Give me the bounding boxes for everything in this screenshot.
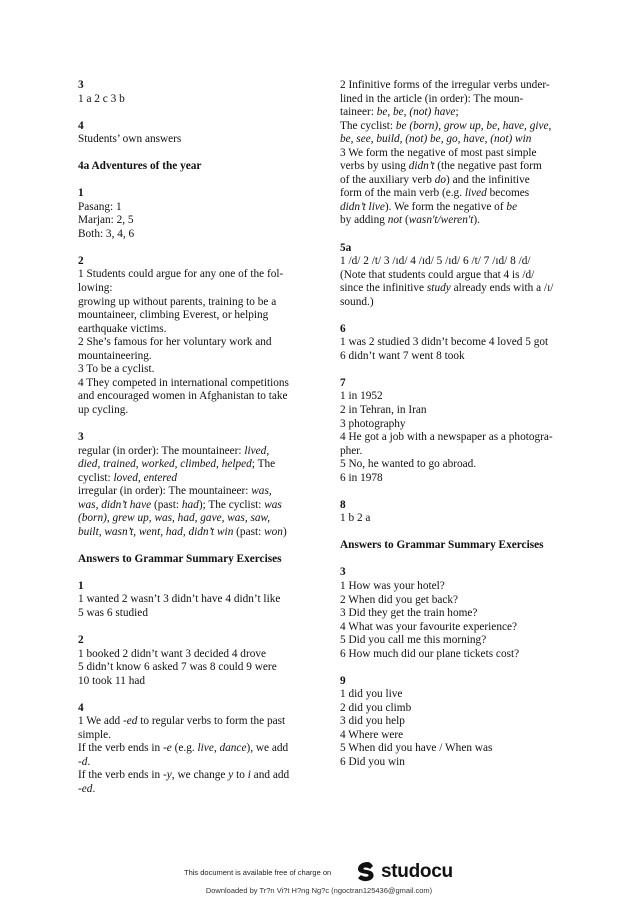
answer-block (78, 255, 300, 418)
answer-block (340, 323, 564, 364)
text-run: Pasang: 1 (78, 200, 122, 213)
answer-block (78, 431, 300, 539)
text-run: 5 was 6 studied (78, 607, 148, 619)
exercise-number (340, 675, 564, 689)
answer-block (340, 566, 564, 661)
italic-text: won (264, 525, 283, 538)
text-line (340, 269, 564, 283)
answer-block (340, 79, 564, 228)
text-run: 9 (340, 674, 346, 687)
availability-text: This document is available free of charge on (184, 868, 332, 877)
text-run: . (92, 783, 96, 796)
text-run: 4a Adventures of the year (78, 160, 202, 173)
text-line (340, 201, 564, 215)
studocu-logo[interactable] (354, 859, 453, 885)
text-run: 7 (340, 376, 346, 389)
italic-text: died, trained, worked, climbed, helped (78, 458, 252, 471)
text-line (78, 214, 300, 228)
answer-block (78, 160, 300, 174)
text-run: Marjan: 2, 5 (78, 214, 134, 227)
text-line (340, 756, 564, 770)
text-run: 4 What was your favourite experience? (340, 620, 518, 633)
text-run: 1 in 1952 (340, 390, 383, 403)
text-line (340, 512, 564, 526)
text-line (78, 499, 300, 513)
italic-text: didn’t live (340, 200, 385, 213)
text-line (78, 661, 300, 675)
text-run: 5 didn’t know 6 asked 7 was 8 could 9 were (78, 661, 277, 674)
text-line (78, 268, 300, 282)
text-line (340, 336, 564, 350)
italic-text: i (247, 769, 251, 782)
answer-block (340, 377, 564, 485)
text-run: 2 (78, 254, 84, 267)
text-run: 4 (78, 701, 84, 714)
text-run: since the infinitive (340, 282, 427, 295)
exercise-number (78, 187, 300, 201)
section-heading (340, 539, 564, 553)
answer-block (340, 242, 564, 310)
exercise-number (340, 242, 564, 256)
text-line (340, 404, 564, 418)
text-run: The cyclist: (340, 119, 396, 132)
italic-text: was (264, 498, 282, 511)
text-run: ; (455, 106, 459, 119)
text-run: ); The cyclist: (198, 498, 265, 511)
text-line (340, 147, 564, 161)
answer-block (78, 702, 300, 797)
text-line (78, 377, 300, 391)
text-line (78, 296, 300, 310)
text-run: to regular verbs to form the past (137, 715, 286, 728)
text-line (340, 458, 564, 472)
text-run: 4 (78, 119, 84, 132)
italic-text: didn’t (408, 160, 435, 173)
text-run: 1 wanted 2 wasn’t 3 didn’t have 4 didn’t like (78, 593, 281, 606)
text-run: 1 a 2 c 3 b (78, 92, 125, 105)
text-run: of the auxiliary verb (340, 173, 435, 186)
text-line (78, 133, 300, 147)
text-line (340, 133, 564, 147)
exercise-number (340, 499, 564, 513)
text-run: ). (473, 214, 480, 227)
text-line (78, 309, 300, 323)
text-run: 5 Did you call me this morning? (340, 634, 487, 647)
text-line (78, 336, 300, 350)
italic-text: be (506, 200, 518, 213)
text-line (78, 593, 300, 607)
text-line (340, 282, 564, 296)
text-run: 2 in Tehran, in Iran (340, 403, 427, 416)
text-run: 3 (340, 566, 346, 579)
italic-text: live, dance (197, 742, 247, 755)
text-run: 3 Did they get the train home? (340, 607, 478, 620)
text-run: (the negative past form (434, 160, 542, 173)
text-run: verbs by using (340, 160, 409, 173)
text-run: 5 No, he wanted to go abroad. (340, 458, 477, 471)
exercise-number (78, 79, 300, 93)
text-line (340, 296, 564, 310)
text-line (340, 715, 564, 729)
text-run: 1 did you live (340, 688, 403, 701)
text-run: 3 We form the negative of most past simple (340, 146, 537, 159)
text-run: 4 He got a job with a newspaper as a photogra- (340, 431, 553, 444)
text-run: 5 When did you have / When was (340, 742, 493, 755)
text-line (78, 472, 300, 486)
left-column (78, 79, 300, 810)
footer-bar (0, 857, 638, 887)
text-line (340, 594, 564, 608)
text-run: 1 booked 2 didn’t want 3 decided 4 drove (78, 647, 267, 660)
text-run: 8 (340, 498, 346, 511)
italic-text: (born), grew up, was, had, gave, was, saw, (78, 512, 271, 525)
text-line (340, 79, 564, 93)
text-run: 2 did you climb (340, 701, 412, 714)
answer-block (78, 120, 300, 147)
text-run: 5a (340, 241, 352, 254)
section-heading (78, 160, 300, 174)
text-line (340, 472, 564, 486)
text-line (340, 255, 564, 269)
section-heading (78, 553, 300, 567)
exercise-number (340, 323, 564, 337)
text-line (340, 431, 564, 445)
text-line (78, 228, 300, 242)
italic-text: lived (464, 187, 487, 200)
text-run: 1 Students could argue for any one of the fol- (78, 268, 284, 281)
text-run: (past: (151, 498, 182, 511)
italic-text: was, didn’t have (78, 498, 152, 511)
studocu-logo-text: studocu (381, 861, 453, 882)
text-line (340, 607, 564, 621)
text-run: 2 When did you get back? (340, 593, 459, 606)
text-run: cyclist: (78, 471, 114, 484)
text-line (78, 350, 300, 364)
text-run: 1 How was your hotel? (340, 579, 445, 592)
italic-text: do (434, 173, 447, 186)
text-run: (Note that students could argue that 4 is /d/ (340, 268, 535, 281)
text-line (340, 160, 564, 174)
text-run: taineer: (340, 106, 377, 119)
text-line (78, 715, 300, 729)
italic-text: -e (163, 742, 172, 755)
text-run: 6 How much did our plane tickets cost? (340, 647, 520, 660)
text-run: (e.g. (171, 742, 198, 755)
answer-block (78, 580, 300, 621)
italic-text: not (387, 214, 403, 227)
download-notice: Downloaded by Tr?n Vi?t H?ng Ng?c (ngoctran125436@gmail.com) (205, 886, 433, 895)
answer-block (340, 675, 564, 770)
text-run: 3 (78, 430, 84, 443)
text-line (78, 512, 300, 526)
text-line (78, 282, 300, 296)
italic-text: lived, (244, 444, 270, 457)
text-run: already ends with a /ɪ/ (450, 282, 554, 295)
exercise-number (78, 255, 300, 269)
text-line (78, 756, 300, 770)
text-run: ; The (251, 458, 276, 471)
text-run: form of the main verb (e.g. (340, 187, 465, 200)
text-run: 1 b 2 a (340, 512, 371, 525)
text-line (78, 783, 300, 797)
text-run: mountaineering. (78, 349, 152, 362)
text-run: becomes (486, 187, 530, 200)
text-line (340, 350, 564, 364)
text-line (340, 702, 564, 716)
text-line (340, 648, 564, 662)
exercise-number (78, 431, 300, 445)
italic-text: loved, entered (113, 471, 178, 484)
text-line (340, 445, 564, 459)
text-run: pher. (340, 444, 363, 457)
text-run: , we change (171, 769, 229, 782)
answer-block (78, 187, 300, 241)
text-line (340, 214, 564, 228)
text-line (340, 187, 564, 201)
text-run: simple. (78, 728, 111, 741)
exercise-number (340, 566, 564, 580)
text-line (340, 418, 564, 432)
text-line (78, 404, 300, 418)
text-run: ) and the infinitive (446, 173, 530, 186)
text-line (78, 742, 300, 756)
text-line (78, 485, 300, 499)
text-line (78, 323, 300, 337)
text-run: Answers to Grammar Summary Exercises (340, 539, 544, 552)
text-run: 6 Did you win (340, 756, 405, 769)
italic-text: -d (78, 755, 88, 768)
text-run: mountaineer, climbing Everest, or helping (78, 309, 269, 322)
text-run: 3 photography (340, 417, 406, 430)
text-line (78, 729, 300, 743)
text-run: 1 /d/ 2 /t/ 3 /ɪd/ 4 /ɪd/ 5 /ɪd/ 6 /t/ 7 /ɪd/ 8 /d/ (340, 255, 531, 268)
text-run: Students’ own answers (78, 133, 182, 146)
text-line (340, 120, 564, 134)
text-line (340, 580, 564, 594)
text-run: (past: (233, 525, 265, 538)
text-run: 1 (78, 579, 84, 592)
text-run: to (233, 769, 248, 782)
text-line (78, 526, 300, 540)
text-line (78, 93, 300, 107)
answer-block (78, 79, 300, 106)
answer-block (78, 553, 300, 567)
text-run: ), we add (246, 742, 289, 755)
text-run: and encouraged women in Afghanistan to take (78, 390, 288, 403)
text-line (340, 390, 564, 404)
italic-text: was, (251, 485, 272, 498)
exercise-number (78, 634, 300, 648)
text-run: up cycling. (78, 403, 129, 416)
text-run: growing up without parents, training to be a (78, 295, 277, 308)
italic-text: be (born), grow up, be, have, give, (395, 119, 552, 132)
text-line (340, 729, 564, 743)
text-run: 6 (340, 322, 346, 335)
text-run: lined in the article (in order): The moun- (340, 92, 524, 105)
italic-text: be, see, build, (not) be, go, have, (not) win (340, 133, 532, 146)
text-line (340, 621, 564, 635)
text-run: 4 They competed in international competitions (78, 376, 289, 389)
text-line (340, 634, 564, 648)
text-line (78, 458, 300, 472)
text-line (78, 675, 300, 689)
text-run: 4 Where were (340, 728, 404, 741)
text-run: 2 (78, 634, 84, 647)
italic-text: -y (163, 769, 172, 782)
answer-block (78, 634, 300, 688)
italic-text: wasn't/weren't (408, 214, 474, 227)
exercise-number (78, 580, 300, 594)
text-run: 6 in 1978 (340, 471, 383, 484)
italic-text: -ed (78, 783, 93, 796)
text-run: . (87, 755, 91, 768)
exercise-number (340, 377, 564, 391)
exercise-number (78, 702, 300, 716)
text-run: 3 To be a cyclist. (78, 363, 155, 376)
text-run: 1 was 2 studied 3 didn’t become 4 loved 5 got (340, 336, 549, 349)
text-run: 3 (78, 79, 84, 91)
text-line (78, 363, 300, 377)
italic-text: y (228, 769, 234, 782)
text-run: by adding (340, 214, 388, 227)
text-run: ). We form the negative of (384, 200, 507, 213)
text-run: earthquake victims. (78, 322, 167, 335)
text-run: 2 She’s famous for her voluntary work and (78, 336, 272, 349)
italic-text: be, be, (not) have (376, 106, 456, 119)
text-line (78, 390, 300, 404)
right-column (340, 79, 564, 783)
text-run: irregular (in order): The mountaineer: (78, 485, 252, 498)
italic-text: built, wasn’t, went, had, didn’t win (78, 525, 234, 538)
text-line (78, 648, 300, 662)
text-line (78, 445, 300, 459)
text-run: If the verb ends in (78, 769, 164, 782)
text-line (78, 201, 300, 215)
text-run: 3 did you help (340, 715, 405, 728)
answer-block (340, 539, 564, 553)
text-run: 1 (78, 187, 84, 200)
text-line (340, 688, 564, 702)
exercise-number (78, 120, 300, 134)
text-run: lowing: (78, 282, 113, 295)
text-run: Answers to Grammar Summary Exercises (78, 552, 282, 565)
text-line (340, 93, 564, 107)
text-run: ) (282, 525, 287, 538)
italic-text: -ed (123, 715, 138, 728)
answer-block (340, 499, 564, 526)
text-run: and add (250, 769, 290, 782)
text-run: 2 Infinitive forms of the irregular verbs under- (340, 79, 550, 91)
text-line (78, 607, 300, 621)
text-run: 1 We add (78, 715, 123, 728)
text-line (340, 106, 564, 120)
italic-text: study (426, 282, 451, 295)
text-line (340, 174, 564, 188)
text-line (340, 742, 564, 756)
text-run: sound.) (340, 295, 374, 308)
text-run: 10 took 11 had (78, 674, 146, 687)
text-line (78, 769, 300, 783)
italic-text: had (181, 498, 199, 511)
text-run: 6 didn’t want 7 went 8 took (340, 349, 465, 362)
text-run: Both: 3, 4, 6 (78, 227, 135, 240)
text-run: If the verb ends in (78, 742, 164, 755)
text-run: regular (in order): The mountaineer: (78, 444, 245, 457)
studocu-logo-icon (354, 860, 378, 884)
text-run: ( (402, 214, 409, 227)
